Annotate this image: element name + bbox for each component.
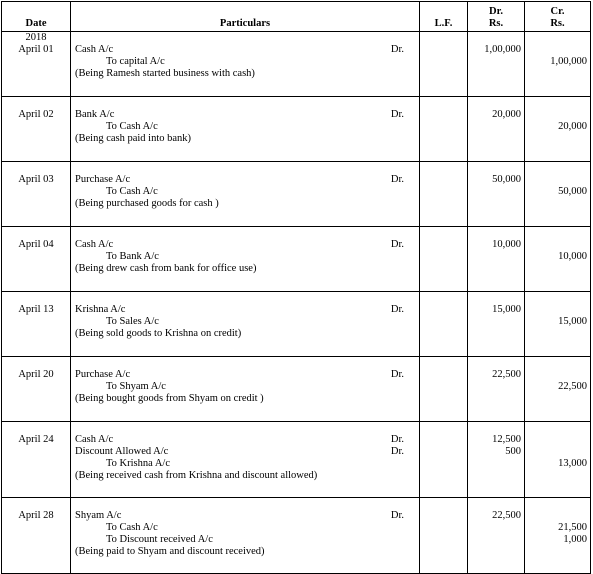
debit-amount: 20,000 <box>492 109 521 120</box>
credit-amount: 15,000 <box>558 316 587 327</box>
credit-amount-header <box>525 2 591 32</box>
entry-particulars-cell <box>71 227 420 292</box>
debit-account: Cash A/c <box>75 44 114 55</box>
credit-amount: 22,500 <box>558 381 587 392</box>
debit-account: Krishna A/c <box>75 304 126 315</box>
debit-account: Cash A/c <box>75 434 114 445</box>
entry-date-cell <box>2 32 71 97</box>
credit-account: To Cash A/c <box>106 186 158 197</box>
journal-entry-row <box>2 422 591 498</box>
entry-lf-cell <box>420 422 468 498</box>
debit-amount: 10,000 <box>492 239 521 250</box>
journal-entry-row <box>2 162 591 227</box>
credit-account: To Bank A/c <box>106 251 159 262</box>
entry-particulars-cell <box>71 162 420 227</box>
credit-amount-cell <box>525 292 591 357</box>
debit-account: Bank A/c <box>75 109 115 120</box>
debit-line <box>75 304 415 316</box>
debit-header-label: Dr. <box>489 6 503 17</box>
entry-particulars-cell <box>71 32 420 97</box>
journal-entry-row <box>2 357 591 422</box>
debit-marker: Dr. <box>390 510 404 521</box>
journal-entry-row <box>2 97 591 162</box>
credit-amount: 50,000 <box>558 186 587 197</box>
debit-marker: Dr. <box>390 446 404 457</box>
debit-amount-cell <box>468 97 525 162</box>
entry-lf-cell <box>420 32 468 97</box>
entry-narration: (Being cash paid into bank) <box>75 133 192 144</box>
entry-date-cell <box>2 292 71 357</box>
header-row <box>2 2 591 32</box>
debit-line <box>75 109 415 121</box>
debit-marker: Dr. <box>390 44 404 55</box>
debit-amount-cell <box>468 422 525 498</box>
debit-amount-cell <box>468 227 525 292</box>
debit-amount: 500 <box>505 446 521 457</box>
credit-account: To Discount received A/c <box>106 534 213 545</box>
debit-line <box>75 434 415 446</box>
entry-date: April 04 <box>18 239 54 250</box>
credit-amount: 10,000 <box>558 251 587 262</box>
credit-account: To Cash A/c <box>106 121 158 132</box>
date-header: Date <box>2 2 71 32</box>
credit-account: To Cash A/c <box>106 522 158 533</box>
debit-account: Cash A/c <box>75 239 114 250</box>
credit-amount-cell <box>525 32 591 97</box>
debit-marker: Dr. <box>390 174 404 185</box>
debit-amount: 1,00,000 <box>484 44 521 55</box>
debit-line <box>75 369 415 381</box>
entry-narration: (Being purchased goods for cash ) <box>75 198 219 209</box>
debit-amount-cell <box>468 357 525 422</box>
entry-date-cell <box>2 357 71 422</box>
debit-line <box>75 44 415 56</box>
entry-date-cell <box>2 422 71 498</box>
debit-amount: 12,500 <box>492 434 521 445</box>
credit-amount-cell <box>525 357 591 422</box>
entry-date-cell <box>2 227 71 292</box>
entry-narration: (Being received cash from Krishna and discount allowed) <box>75 470 318 481</box>
entry-lf-cell <box>420 97 468 162</box>
debit-line <box>75 510 415 522</box>
entry-lf-cell <box>420 357 468 422</box>
credit-amount-cell <box>525 97 591 162</box>
credit-amount: 13,000 <box>558 458 587 469</box>
entry-lf-cell <box>420 162 468 227</box>
lf-header: L.F. <box>420 2 468 32</box>
credit-amount-cell <box>525 162 591 227</box>
entry-narration: (Being Ramesh started business with cash) <box>75 68 255 79</box>
entry-particulars-cell <box>71 498 420 574</box>
debit-account: Purchase A/c <box>75 369 131 380</box>
journal-entry-row <box>2 498 591 574</box>
debit-marker: Dr. <box>390 369 404 380</box>
entry-narration: (Being paid to Shyam and discount received) <box>75 546 265 557</box>
journal-body <box>2 32 591 574</box>
debit-account: Purchase A/c <box>75 174 131 185</box>
credit-account: To Sales A/c <box>106 316 159 327</box>
debit-marker: Dr. <box>390 434 404 445</box>
entry-particulars-cell <box>71 97 420 162</box>
debit-amount: 22,500 <box>492 510 521 521</box>
credit-account: To Shyam A/c <box>106 381 166 392</box>
entry-date: April 20 <box>18 369 54 380</box>
journal-entry-row <box>2 32 591 97</box>
entry-narration: (Being sold goods to Krishna on credit) <box>75 328 242 339</box>
entry-narration: (Being bought goods from Shyam on credit ) <box>75 393 264 404</box>
entry-lf-cell <box>420 498 468 574</box>
entry-date-cell <box>2 498 71 574</box>
debit-amount-header <box>468 2 525 32</box>
credit-account: To capital A/c <box>106 56 165 67</box>
debit-account: Shyam A/c <box>75 510 122 521</box>
debit-amount-cell <box>468 292 525 357</box>
credit-amount-cell <box>525 498 591 574</box>
credit-amount-cell <box>525 227 591 292</box>
credit-amount: 21,500 <box>558 522 587 533</box>
debit-amount-cell <box>468 498 525 574</box>
entry-date: April 01 <box>18 44 54 55</box>
credit-header-label: Cr. <box>550 6 565 17</box>
debit-amount-cell <box>468 32 525 97</box>
debit-marker: Dr. <box>390 239 404 250</box>
credit-header-unit: Rs. <box>550 18 565 29</box>
entry-date: April 28 <box>18 510 54 521</box>
entry-narration: (Being drew cash from bank for office use) <box>75 263 257 274</box>
credit-amount-cell <box>525 422 591 498</box>
debit-line <box>75 239 415 251</box>
debit-header-unit: Rs. <box>488 18 504 29</box>
entry-date: April 13 <box>18 304 54 315</box>
entry-year: 2018 <box>25 32 47 43</box>
entry-date: April 02 <box>18 109 54 120</box>
particulars-header: Particulars <box>71 2 420 32</box>
debit-line <box>75 174 415 186</box>
entry-particulars-cell <box>71 422 420 498</box>
journal-entry-row <box>2 227 591 292</box>
entry-date: April 24 <box>18 434 54 445</box>
journal-entry-row <box>2 292 591 357</box>
credit-amount: 1,000 <box>563 534 587 545</box>
debit-line <box>75 446 415 458</box>
credit-amount: 20,000 <box>558 121 587 132</box>
journal-table <box>1 1 591 574</box>
debit-account: Discount Allowed A/c <box>75 446 169 457</box>
entry-date: April 03 <box>18 174 54 185</box>
entry-lf-cell <box>420 292 468 357</box>
debit-marker: Dr. <box>390 304 404 315</box>
entry-date-cell <box>2 97 71 162</box>
debit-amount-cell <box>468 162 525 227</box>
debit-amount: 22,500 <box>492 369 521 380</box>
debit-amount: 50,000 <box>492 174 521 185</box>
debit-amount: 15,000 <box>492 304 521 315</box>
entry-lf-cell <box>420 227 468 292</box>
credit-account: To Krishna A/c <box>106 458 171 469</box>
entry-particulars-cell <box>71 292 420 357</box>
credit-amount: 1,00,000 <box>550 56 587 67</box>
entry-date-cell <box>2 162 71 227</box>
entry-particulars-cell <box>71 357 420 422</box>
debit-marker: Dr. <box>390 109 404 120</box>
